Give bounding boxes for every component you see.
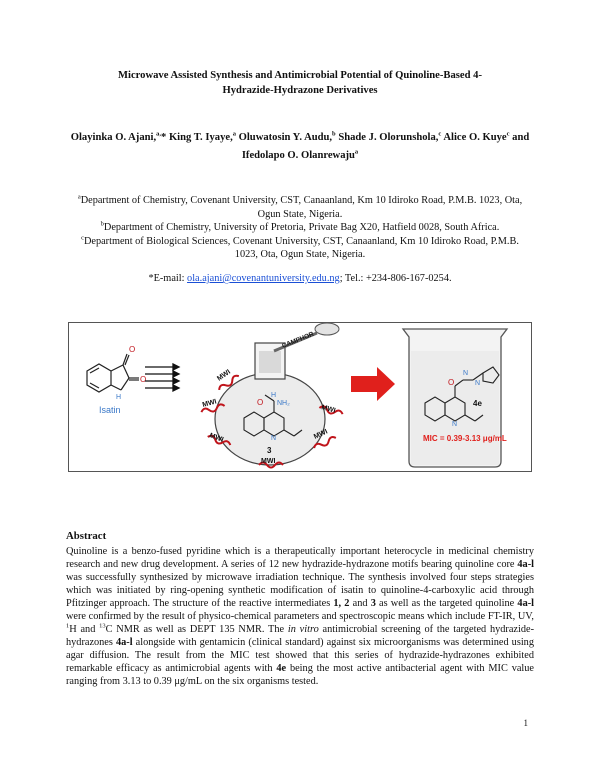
abstract-text-5: were confirmed by the result of physico-chemical parameters and spectroscopic means which include FT-IR, UV, — [66, 611, 534, 622]
graphical-abstract-svg — [69, 323, 531, 471]
affiliation-b-text: Department of Chemistry, University of Pretoria, Private Bag X20, Hatfield 0028, South Africa. — [103, 222, 500, 233]
author-2: King T. Iyaye, — [166, 132, 233, 143]
isatin-o1: O — [129, 345, 136, 354]
compound-4e-label: 4e — [473, 399, 482, 408]
compound-3-nh: H — [271, 392, 277, 399]
beaker — [403, 329, 507, 467]
abstract-text-10: being the most active antibacterial agent with MIC value ranging from 3.13 to 0.39 μg/mL on the six organisms tested. — [66, 663, 534, 687]
abstract-bold-5: 4a-l — [115, 637, 133, 648]
affiliation-c-sup: c — [81, 234, 84, 242]
author-3: Oluwatosin Y. Audu, — [235, 132, 333, 143]
page-number: 1 — [523, 718, 528, 728]
camphor-label: CAMPHOR — [281, 330, 315, 350]
mwi-label-5: MWI — [312, 428, 329, 441]
author-6: and Ifedolapo O. Olanrewaju — [241, 132, 530, 161]
mwi-label-3: MWI — [208, 432, 225, 444]
abstract-text-9: alongside with gentamicin (clinical standard) against six microorganisms was determined using agar diffusion. The result from the MIC test showed that this series of hydrazide-hydrazones exhibited remarkable efficacy as antimicrobial agents with — [66, 637, 534, 674]
abstract-text-6: H and — [69, 624, 100, 635]
affiliation-a-text: Department of Chemistry, Covenant University, CST, Canaanland, Km 10 Idiroko Road, P.M.B. 1023, Ota, Ogun State, Nigeria. — [80, 195, 523, 220]
abstract-heading: Abstract — [66, 530, 107, 542]
email-link[interactable]: ola.ajani@covenantuniversity.edu.ng — [187, 273, 340, 284]
title-line-1: Microwave Assisted Synthesis and Antimicrobial Potential of Quinoline-Based 4- — [118, 70, 482, 81]
author-list — [70, 129, 530, 165]
affiliations — [70, 194, 530, 262]
abstract-bold-4: 4a-l — [517, 598, 535, 609]
graphical-abstract — [68, 322, 532, 472]
author-1: Olayinka O. Ajani, — [70, 132, 157, 143]
affiliation-c — [70, 235, 530, 262]
camphor-spatula — [274, 323, 339, 351]
compound-4e-n2: N — [475, 380, 481, 387]
isatin-label: Isatin — [99, 405, 121, 415]
author-5: Alice O. Kuye — [441, 132, 507, 143]
compound-3-n: N — [271, 435, 277, 442]
mwi-label-6: MWI — [320, 404, 337, 415]
reaction-arrow — [351, 367, 395, 401]
abstract-italic-1: in vitro — [287, 624, 319, 635]
author-1-sup: a, — [156, 130, 161, 138]
compound-3-nh2: NH₂ — [277, 400, 290, 407]
compound-3-label: 3 — [267, 446, 272, 455]
abstract-text-1: Quinoline is a benzo-fused pyridine which is a therapeutically important heterocycle in medicinal chemistry research and new drug development. A series of 12 new hydrazide-hydrazone motifs bearing quinoline core — [66, 546, 534, 570]
author-5-sup: c — [506, 130, 510, 138]
mwi-label-2: MWI — [201, 398, 218, 409]
affiliation-c-text: Department of Biological Sciences, Covenant University, CST, Canaanland, Km 10 Idiroko Road, P.M.B. 1023, Ota, Ogun State, Nigeria. — [83, 235, 519, 260]
isatin-nh: H — [116, 394, 122, 401]
compound-3-o: O — [257, 398, 264, 407]
compound-4e-o: O — [448, 378, 455, 387]
abstract-bold-2: 1, 2 — [333, 598, 350, 609]
isatin-o2: O — [140, 375, 147, 384]
corresponding-star: * — [161, 132, 167, 143]
contact-line — [70, 273, 530, 284]
compound-4e-n1: N — [463, 370, 469, 377]
abstract-text-8: antimicrobial screening of the targeted hydrazide-hydrazones — [66, 624, 534, 648]
telephone-text: ; Tel.: +234-806-167-0254. — [339, 273, 452, 284]
compound-4e-n3: N — [452, 421, 458, 428]
step-arrows — [145, 364, 179, 391]
abstract-bold-6: 4e — [276, 663, 287, 674]
abstract-bold-3: 3 — [370, 598, 376, 609]
abstract-body — [66, 545, 534, 688]
author-3-sup: b — [332, 130, 336, 138]
title-line-2: Hydrazide-Hydrazone Derivatives — [222, 85, 378, 96]
author-2-sup: a — [232, 130, 236, 138]
abstract-bold-1: 4a-l — [517, 559, 534, 570]
abstract-text-2: was successfully synthesized by microwave irradiation technique. The synthesis involved four steps strategies which was initiated by ring-opening synthetic modification of isatin to quinoline-4-carboxylic acid through Pfitzinger approach. The structure of the reactive intermediates — [66, 572, 534, 609]
mwi-label-1: MWI — [216, 368, 232, 383]
abstract-text-4: as well as the targeted quinoline — [375, 598, 518, 609]
isatin-structure — [87, 354, 139, 392]
affiliation-b-sup: b — [100, 220, 104, 228]
paper-title — [70, 68, 530, 98]
abstract-text-3: and — [349, 598, 371, 609]
affiliation-a-sup: a — [77, 193, 81, 201]
affiliation-a — [70, 194, 530, 221]
email-label: *E-mail: — [148, 273, 188, 284]
affiliation-b — [70, 221, 530, 235]
abstract-sup-1: 1 — [66, 622, 70, 630]
author-4-sup: c — [438, 130, 442, 138]
mwi-label-4: MWI — [261, 458, 276, 465]
author-4: Shade J. Olorunshola, — [335, 132, 439, 143]
abstract-text-7: C NMR as well as DEPT 135 NMR. The — [105, 624, 288, 635]
mic-label: MIC = 0.39-3.13 μg/mL — [423, 434, 507, 443]
author-6-sup: a — [354, 148, 359, 156]
abstract-sup-2: 13 — [99, 622, 106, 630]
